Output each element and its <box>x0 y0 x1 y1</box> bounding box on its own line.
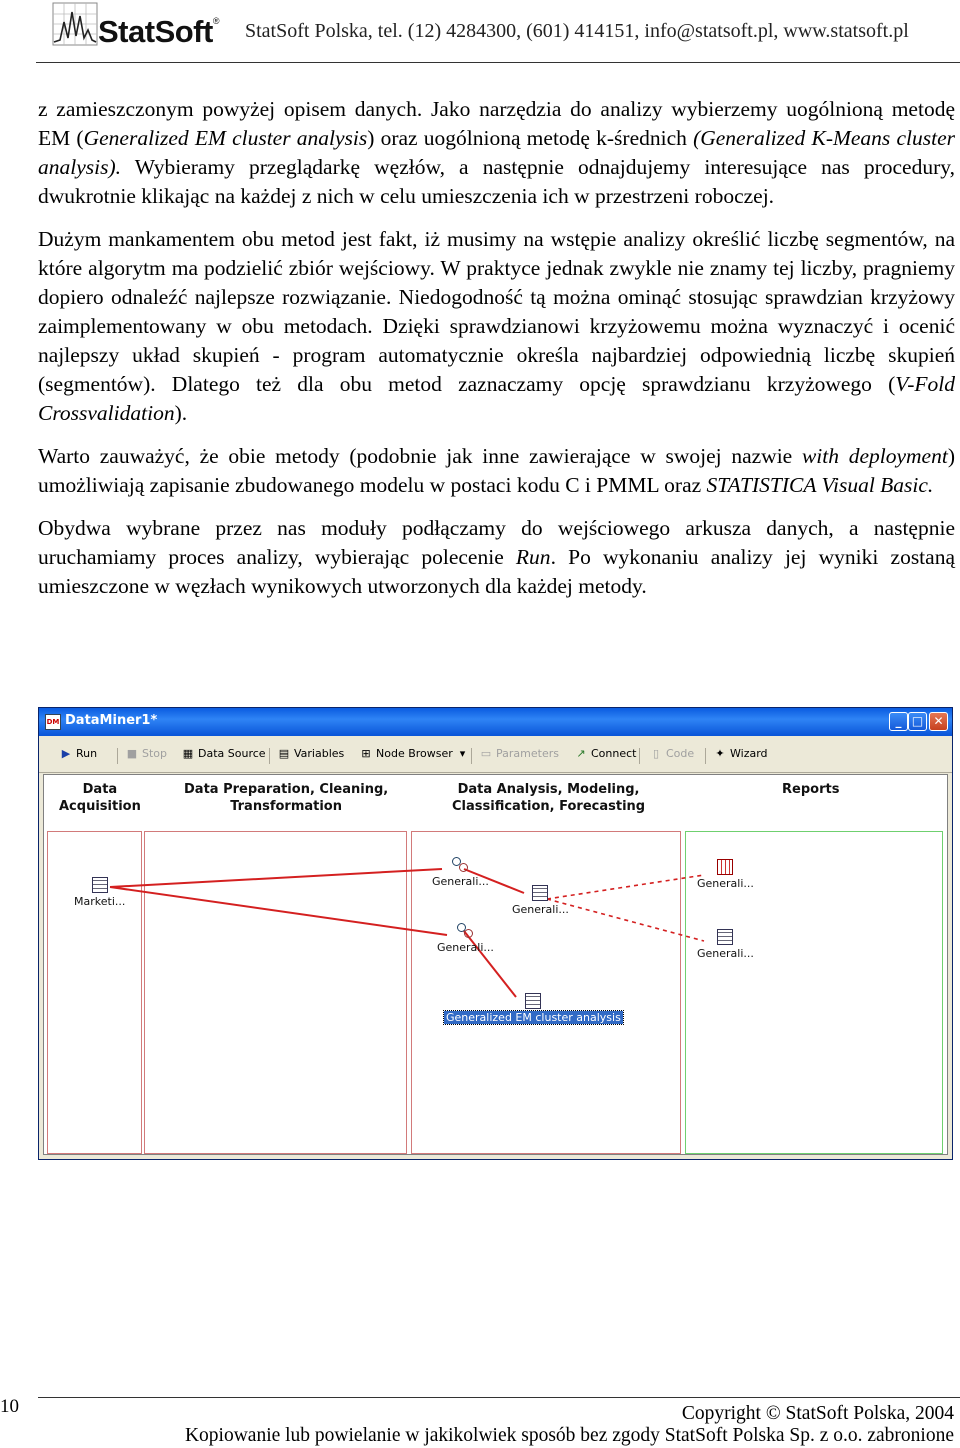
workspace-canvas[interactable] <box>43 774 948 1155</box>
copy-notice: Kopiowanie lub powielanie w jakikolwiek sposób bez zgody StatSoft Polska Sp. z o.o. zabronione <box>184 1425 954 1446</box>
spreadsheet-icon <box>92 877 108 893</box>
code-icon: ▯ <box>652 747 660 760</box>
window-title: DataMiner1* <box>65 713 158 728</box>
toolbar-separator <box>117 748 118 764</box>
node-generalized-kmeans[interactable]: Generali... <box>432 855 489 888</box>
header-rule <box>36 62 960 63</box>
toolbar-variables-button[interactable] <box>277 747 344 760</box>
body-text <box>38 95 955 615</box>
report-icon <box>717 929 733 945</box>
toolbar-stop-button[interactable] <box>125 747 167 760</box>
text-run: ) oraz uogólnioną metodę k-średnich <box>367 126 694 150</box>
toolbar-label: Wizard <box>730 747 768 760</box>
wizard-icon: ✦ <box>715 747 725 760</box>
connect-icon: ↗ <box>576 747 586 760</box>
text-run: ) umożliwiają zapisanie zbudowanego modelu w postaci kodu C i PMML oraz <box>38 444 955 497</box>
toolbar-data-source-button[interactable] <box>181 747 266 760</box>
paragraph <box>38 225 955 428</box>
text-run: Obydwa wybrane przez nas moduły podłączamy do wejściowego arkusza danych, a następnie uruchamiamy proces analizy, wybierając polecenie <box>38 516 955 569</box>
node-generalized-kmeans-result[interactable]: Generali... <box>512 885 569 916</box>
paragraph <box>38 95 955 211</box>
paragraph <box>38 442 955 500</box>
statsoft-logo: StatSoft® <box>98 14 219 49</box>
spreadsheet-icon <box>532 885 548 901</box>
text-run: Wybieramy przeglądarkę węzłów, a następnie odnajdujemy interesujące nas procedury, dwukrotnie klikając na każdej z nich w celu umieszczenia ich w przestrzeni roboczej. <box>38 155 955 208</box>
node-report-kmeans[interactable]: Generali... <box>697 859 754 890</box>
app-icon: DM <box>45 714 61 730</box>
toolbar-code-button[interactable] <box>649 747 694 760</box>
cluster-icon <box>456 921 474 939</box>
node-generalized-em-result-selected[interactable]: Generalized EM cluster analysis <box>444 993 623 1024</box>
toolbar <box>39 736 952 773</box>
spreadsheet-icon <box>525 993 541 1009</box>
statsoft-logo-graph-icon <box>52 2 98 46</box>
text-run: Dużym mankamentem obu metod jest fakt, iż musimy na wstępie analizy określić liczbę segmentów, na które algorytm ma podzielić zbiór wejściowy. W praktyce jednak zwykle nie znamy tej liczby, pragniemy dopiero odnaleźć najlepsze rozwiązanie. Niedogodność tą można ominąć stosując sprawdzian krzyżowy zaimplementowany w obu metodach. Dzięki sprawdzianowi krzyżowemu można wyznaczyć i ocenić najlepszy układ skupień - program automatycznie określa najbardziej odpowiednią liczbę skupień (segmentów). Dlatego też dla obu metod zaznaczamy opcję sprawdzianu krzyżowego ( <box>38 227 955 396</box>
maximize-button[interactable]: □ <box>908 712 927 731</box>
page-number: 10 <box>0 1396 19 1417</box>
text-run: V-Fold Crossvalidation <box>38 372 955 425</box>
variables-icon: ▤ <box>278 747 290 760</box>
section-label-data-analysis: Data Analysis, Modeling, Classification, Forecasting <box>452 782 646 814</box>
play-icon: ▶ <box>61 747 71 760</box>
toolbar-separator <box>705 748 706 764</box>
stop-icon: ■ <box>126 747 138 760</box>
toolbar-label: Parameters <box>496 747 559 760</box>
toolbar-label: Connect <box>591 747 637 760</box>
node-connections <box>44 775 949 1158</box>
text-run: . Po wykonaniu analizy jej wyniki zostaną umieszczone w węzłach wynikowych utworzonych dla każdej metody. <box>38 545 955 598</box>
toolbar-node-browser-button[interactable] <box>359 747 465 760</box>
parameters-icon: ▭ <box>480 747 492 760</box>
text-run: with deployment <box>801 444 948 468</box>
toolbar-separator <box>471 748 472 764</box>
toolbar-connect-button[interactable] <box>574 747 636 760</box>
cluster-icon <box>451 855 469 873</box>
toolbar-label: Variables <box>294 747 345 760</box>
text-run: (Generalized K-Means cluster analysis). <box>38 126 955 179</box>
copyright: Copyright © StatSoft Polska, 2004 <box>681 1403 954 1424</box>
toolbar-label: Stop <box>142 747 168 760</box>
report-icon <box>717 859 733 875</box>
toolbar-parameters-button[interactable] <box>479 747 559 760</box>
dataminer-window <box>38 707 953 1160</box>
node-generalized-em[interactable]: Generali... <box>437 921 494 954</box>
text-run: Run <box>515 545 551 569</box>
section-label-data-acquisition: Data Acquisition <box>59 782 141 814</box>
minimize-button[interactable]: _ <box>889 712 908 731</box>
section-label-data-preparation: Data Preparation, Cleaning, Transformation <box>184 782 389 814</box>
toolbar-label: Data Source <box>198 747 266 760</box>
data-source-icon: ▦ <box>182 747 194 760</box>
text-run: Warto zauważyć, że obie metody (podobnie jak inne zawierające w swojej nazwie <box>38 444 802 468</box>
page-header <box>0 0 960 70</box>
close-button[interactable]: ✕ <box>929 712 948 731</box>
title-bar <box>39 708 952 736</box>
text-run: STATISTICA Visual Basic. <box>706 473 934 497</box>
toolbar-separator <box>269 748 270 764</box>
footer-rule <box>38 1397 960 1398</box>
node-report-em[interactable]: Generali... <box>697 929 754 960</box>
text-run: ). <box>174 401 188 425</box>
paragraph <box>38 514 955 601</box>
text-run: z zamieszczonym powyżej opisem danych. Jako narzędzia do analizy wybierzemy uogólnioną metodę EM ( <box>38 97 955 150</box>
text-run: Generalized EM cluster analysis <box>83 126 368 150</box>
node-marketing-data[interactable]: Marketi... <box>74 877 125 908</box>
toolbar-label: Code <box>666 747 695 760</box>
chevron-down-icon[interactable]: ▾ <box>459 747 466 760</box>
toolbar-run-button[interactable] <box>59 747 97 760</box>
header-contact: StatSoft Polska, tel. (12) 4284300, (601) 414151, info@statsoft.pl, www.statsoft.pl <box>245 20 909 42</box>
toolbar-separator <box>639 748 640 764</box>
toolbar-wizard-button[interactable] <box>713 747 768 760</box>
node-browser-icon: ⊞ <box>361 747 371 760</box>
toolbar-label: Node Browser <box>376 747 453 760</box>
section-label-reports: Reports <box>782 782 840 797</box>
toolbar-label: Run <box>76 747 98 760</box>
